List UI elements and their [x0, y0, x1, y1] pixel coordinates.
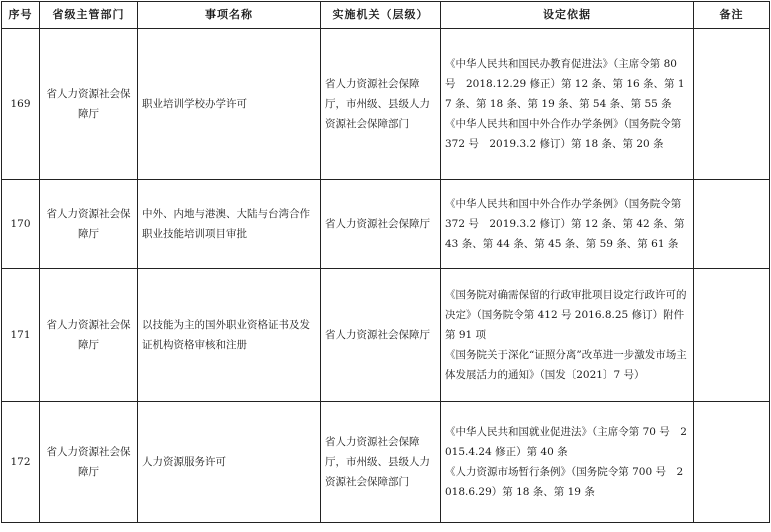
row-item-name: 以技能为主的国外职业资格证书及发证机构资格审核和注册 [138, 269, 321, 402]
basis-line: 《国务院对确需保留的行政审批项目设定行政许可的决定》（国务院令第 412 号 2016.8.25 修订）附件第 91 项 [445, 289, 687, 341]
row-item-name: 人力资源服务许可 [138, 402, 321, 523]
header-basis: 设定依据 [441, 2, 694, 29]
header-num: 序号 [2, 2, 40, 29]
row-agency: 省人力资源社会保障厅，市州级、县级人力资源社会保障部门 [321, 29, 441, 180]
row-item-name: 中外、内地与港澳、大陆与台湾合作职业技能培训项目审批 [138, 180, 321, 269]
row-dept: 省人力资源社会保障厅 [40, 29, 138, 180]
basis-line: 《中华人民共和国就业促进法》（主席令第 70 号 2015.4.24 修正）第 40 条 [445, 426, 687, 458]
header-dept: 省级主管部门 [40, 2, 138, 29]
row-num: 170 [2, 180, 40, 269]
table-row [2, 180, 770, 269]
row-basis [441, 402, 694, 523]
row-num: 171 [2, 269, 40, 402]
approval-items-table [1, 1, 770, 523]
header-note: 备注 [694, 2, 770, 29]
table-row [2, 269, 770, 402]
header-name: 事项名称 [138, 2, 321, 29]
row-note [694, 269, 770, 402]
table-header-row [2, 2, 770, 29]
basis-line: 《中华人民共和国中外合作办学条例》（国务院令第 372 号 2019.3.2 修订）第 12 条、第 42 条、第 43 条、第 44 条、第 45 条、第 59 条、第 61 条 [445, 198, 685, 250]
row-note [694, 29, 770, 180]
row-item-name: 职业培训学校办学许可 [138, 29, 321, 180]
row-agency: 省人力资源社会保障厅，市州级、县级人力资源社会保障部门 [321, 402, 441, 523]
row-basis [441, 269, 694, 402]
table-row [2, 29, 770, 180]
row-dept: 省人力资源社会保障厅 [40, 402, 138, 523]
row-agency: 省人力资源社会保障厅 [321, 180, 441, 269]
basis-line: 《国务院关于深化“证照分离”改革进一步激发市场主体发展活力的通知》（国发〔2021〕7 号） [445, 349, 687, 381]
basis-line: 《人力资源市场暂行条例》（国务院令第 700 号 2018.6.29）第 18 条、第 19 条 [445, 466, 684, 498]
row-dept: 省人力资源社会保障厅 [40, 180, 138, 269]
row-note [694, 180, 770, 269]
row-num: 169 [2, 29, 40, 180]
row-agency: 省人力资源社会保障厅 [321, 269, 441, 402]
row-dept: 省人力资源社会保障厅 [40, 269, 138, 402]
basis-line: 《中华人民共和国中外合作办学条例》（国务院令第 372 号 2019.3.2 修订）第 18 条、第 20 条 [445, 118, 682, 150]
row-num: 172 [2, 402, 40, 523]
row-note [694, 402, 770, 523]
row-basis [441, 29, 694, 180]
row-basis [441, 180, 694, 269]
header-agency: 实施机关（层级） [321, 2, 441, 29]
table-row [2, 402, 770, 523]
basis-line: 《中华人民共和国民办教育促进法》（主席令第 80 号 2018.12.29 修正）第 12 条、第 16 条、第 17 条、第 18 条、第 19 条、第 54 条、第 55 条 [445, 58, 685, 110]
